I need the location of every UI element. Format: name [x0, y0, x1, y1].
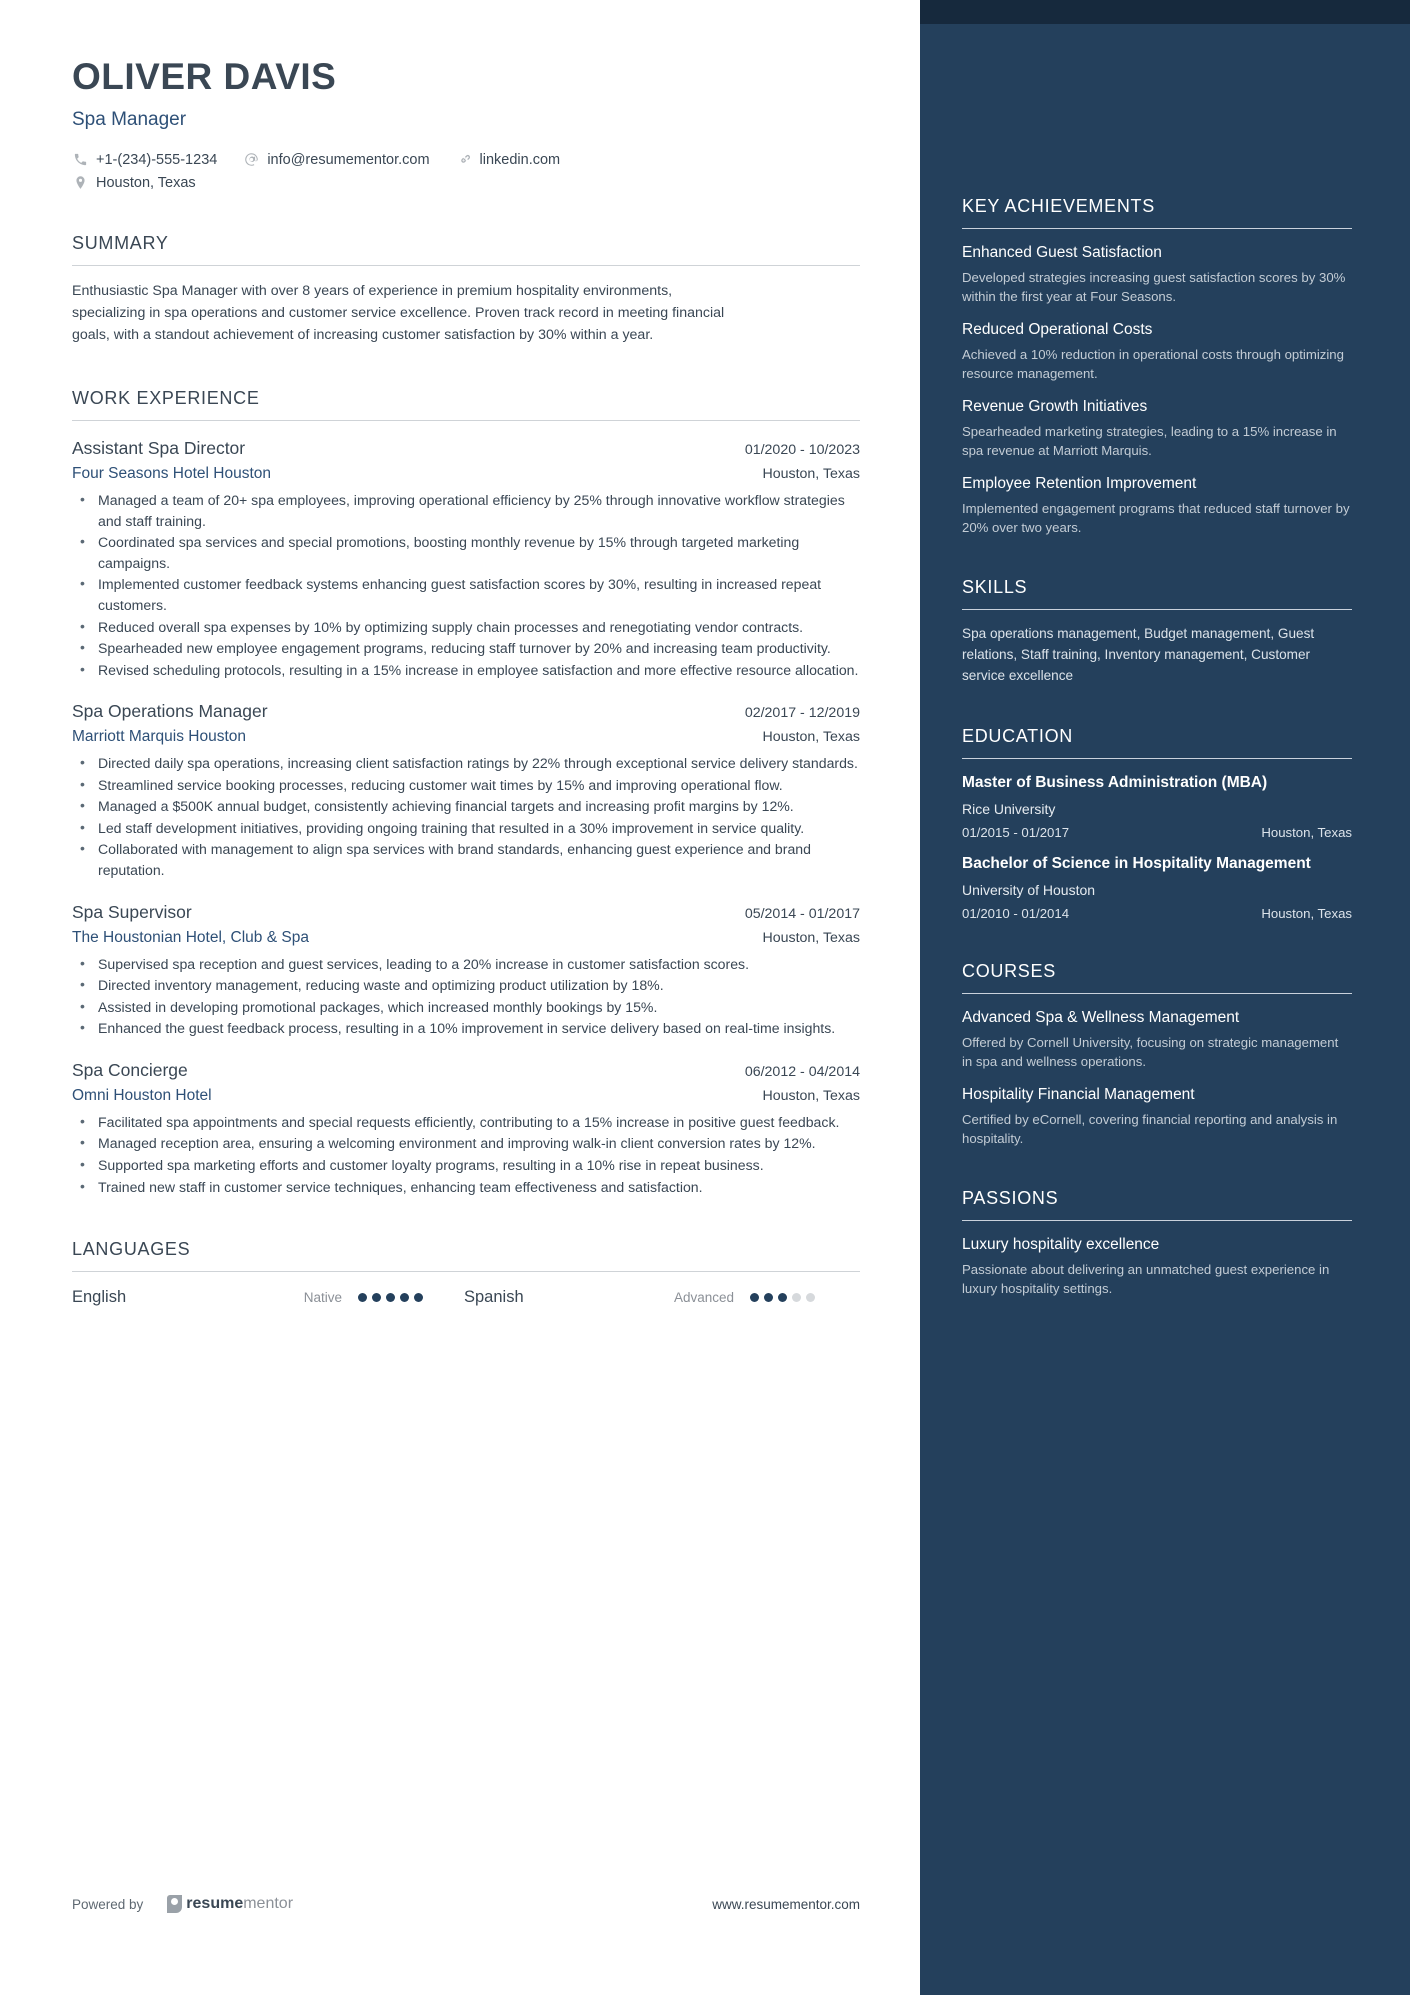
contact-phone-text: +1-(234)-555-1234 — [96, 151, 218, 168]
contact-linkedin-text: linkedin.com — [479, 151, 561, 168]
job-bullets — [72, 490, 860, 680]
job-company: Marriott Marquis Houston — [72, 728, 247, 746]
contact-line-1 — [72, 151, 860, 168]
sidebar-list-item — [962, 397, 1352, 460]
courses-divider — [962, 993, 1352, 994]
language-item — [72, 1288, 464, 1307]
job-bullet: • Led staff development initiatives, providing ongoing training that resulted in a 30% improvement in service quality. — [72, 818, 860, 839]
job-date: 01/2020 - 10/2023 — [744, 442, 860, 459]
sidebar-item-title: Enhanced Guest Satisfaction — [962, 244, 1162, 261]
logo-bold-text: resume — [186, 1895, 244, 1912]
job-bullet: • Directed inventory management, reducing waste and optimizing product utilization by 18%. — [72, 975, 860, 996]
education-location: Houston, Texas — [1261, 906, 1352, 922]
sidebar-section-passions — [962, 1188, 1352, 1298]
education-meta — [962, 825, 1352, 840]
job-bullet: • Reduced overall spa expenses by 10% by optimizing supply chain processes and renegotiating vendor contracts. — [72, 617, 860, 638]
resumementor-logo — [167, 1895, 293, 1913]
sidebar-item-title: Hospitality Financial Management — [962, 1086, 1195, 1104]
job-role: Spa Operations Manager — [72, 701, 268, 722]
phone-icon — [72, 151, 89, 168]
job-header-row — [72, 902, 860, 923]
language-level-dot — [400, 1293, 409, 1302]
language-level-dot — [414, 1293, 423, 1302]
language-level-dot — [372, 1293, 381, 1302]
language-level-dots — [358, 1293, 428, 1302]
job-header-row — [72, 701, 860, 722]
courses-title: COURSES — [962, 961, 1056, 982]
job-bullet: • Supported spa marketing efforts and customer loyalty programs, resulting in a 10% rise in repeat business. — [72, 1155, 860, 1176]
sidebar-item-desc: Spearheaded marketing strategies, leading to a 15% increase in spa revenue at Marriott Marquis. — [962, 424, 1337, 459]
job-bullet: • Managed a team of 20+ spa employees, improving operational efficiency by 25% through innovative workflow strategies and staff training. — [72, 490, 860, 531]
work-job-entry — [72, 438, 860, 680]
language-level-label: Advanced — [673, 1290, 734, 1306]
job-bullets — [72, 753, 860, 880]
sidebar-item-title: Revenue Growth Initiatives — [962, 398, 1148, 416]
language-item — [464, 1288, 856, 1307]
education-school: University of Houston — [962, 882, 1096, 899]
job-bullet: • Enhanced the guest feedback process, resulting in a 10% improvement in service delivery based on real-time insights. — [72, 1018, 860, 1039]
job-location: Houston, Texas — [762, 929, 860, 946]
contact-info — [72, 151, 860, 191]
language-level-dot — [792, 1293, 801, 1302]
passions-title: PASSIONS — [962, 1188, 1059, 1209]
sidebar — [920, 0, 1410, 1995]
contact-location-text: Houston, Texas — [96, 174, 196, 191]
key-achievements-title: KEY ACHIEVEMENTS — [962, 196, 1155, 216]
education-title: EDUCATION — [962, 726, 1073, 747]
sidebar-item-desc: Certified by eCornell, covering financial reporting and analysis in hospitality. — [962, 1112, 1338, 1147]
language-name: English — [72, 1288, 127, 1307]
powered-by-label: Powered by — [72, 1896, 144, 1912]
job-location: Houston, Texas — [762, 1087, 860, 1104]
language-level-dot — [750, 1293, 759, 1302]
summary-divider — [72, 265, 860, 266]
work-divider — [72, 420, 860, 421]
job-role: Assistant Spa Director — [72, 438, 246, 459]
job-bullet: • Facilitated spa appointments and special requests efficiently, contributing to a 15% increase in positive guest feedback. — [72, 1112, 860, 1133]
education-entry — [962, 773, 1352, 840]
sidebar-item-desc: Developed strategies increasing guest satisfaction scores by 30% within the first year at Four Seasons. — [962, 269, 1346, 304]
job-bullets — [72, 954, 860, 1039]
sidebar-item-title: Employee Retention Improvement — [962, 475, 1197, 493]
language-name: Spanish — [464, 1288, 524, 1307]
work-section-title: WORK EXPERIENCE — [72, 388, 260, 409]
page-footer — [72, 1895, 860, 1913]
link-icon — [456, 151, 473, 168]
job-bullet: • Streamlined service booking processes, reducing customer wait times by 15% and improving operational flow. — [72, 775, 860, 796]
sidebar-list-item — [962, 320, 1352, 383]
sidebar-item-title: Advanced Spa & Wellness Management — [962, 1009, 1240, 1027]
contact-linkedin[interactable] — [456, 151, 561, 168]
language-level-dot — [764, 1293, 773, 1302]
sidebar-section-education — [962, 726, 1352, 921]
work-job-entry — [72, 1060, 860, 1197]
job-bullet: • Supervised spa reception and guest services, leading to a 20% increase in customer satisfaction scores. — [72, 954, 860, 975]
job-location: Houston, Texas — [762, 466, 860, 483]
job-bullet: • Implemented customer feedback systems enhancing guest satisfaction scores by 30%, resulting in increased repeat customers. — [72, 574, 860, 615]
job-date: 05/2014 - 01/2017 — [744, 905, 860, 922]
job-date: 02/2017 - 12/2019 — [744, 705, 860, 722]
job-bullet: • Coordinated spa services and special promotions, boosting monthly revenue by 15% through targeted marketing campaigns. — [72, 532, 860, 573]
job-bullet: • Revised scheduling protocols, resulting in a 15% increase in employee satisfaction and more effective resource allocation. — [72, 660, 860, 681]
education-divider — [962, 758, 1352, 759]
sidebar-section-key-achievements — [962, 196, 1352, 537]
language-level-dot — [778, 1293, 787, 1302]
contact-line-2 — [72, 174, 860, 191]
education-entry — [962, 854, 1352, 921]
powered-by-group — [72, 1895, 293, 1913]
contact-phone[interactable] — [72, 151, 217, 168]
language-level-dot — [386, 1293, 395, 1302]
job-bullet: • Directed daily spa operations, increasing client satisfaction ratings by 22% through exceptional service delivery standards. — [72, 753, 860, 774]
job-header-row — [72, 1060, 860, 1081]
email-icon — [243, 151, 260, 168]
sidebar-item-desc: Achieved a 10% reduction in operational costs through optimizing resource management. — [962, 346, 1344, 382]
job-bullet: • Assisted in developing promotional packages, which increased monthly bookings by 15%. — [72, 997, 860, 1018]
sidebar-item-desc: Implemented engagement programs that reduced staff turnover by 20% over two years. — [962, 501, 1350, 536]
job-role: Spa Concierge — [72, 1059, 188, 1080]
language-level-label: Native — [303, 1290, 342, 1306]
job-subheader-row — [72, 728, 860, 746]
sidebar-list-item — [962, 1235, 1352, 1298]
education-meta — [962, 906, 1352, 921]
skills-divider — [962, 609, 1352, 610]
sidebar-item-desc: Offered by Cornell University, focusing on strategic management in spa and wellness operations. — [962, 1034, 1339, 1070]
education-degree: Bachelor of Science in Hospitality Management — [962, 855, 1311, 873]
education-school: Rice University — [962, 801, 1056, 818]
key-achievements-list — [962, 243, 1352, 537]
sidebar-list-item — [962, 1008, 1352, 1071]
job-bullet: • Managed a $500K annual budget, consistently achieving financial targets and increasing profit margins by 12%. — [72, 796, 860, 817]
summary-text: Enthusiastic Spa Manager with over 8 years of experience in premium hospitality environments, specializing in spa operations and customer service excellence. Proven track record in meeting financial goals, with a standout achievement of increasing customer satisfaction by 30% within a year. — [72, 283, 725, 343]
candidate-name: OLIVER DAVIS — [72, 56, 337, 97]
summary-section-title: SUMMARY — [72, 233, 169, 254]
skills-text: Spa operations management, Budget management, Guest relations, Staff training, Inventory management, Customer service excellence — [962, 626, 1315, 683]
skills-title: SKILLS — [962, 577, 1028, 598]
education-location: Houston, Texas — [1261, 825, 1352, 841]
sidebar-section-skills — [962, 577, 1352, 686]
job-bullet: • Collaborated with management to align spa services with brand standards, enhancing guest experience and brand reputation. — [72, 839, 860, 880]
languages-section-title: LANGUAGES — [72, 1239, 191, 1260]
job-bullet: • Spearheaded new employee engagement programs, reducing staff turnover by 20% and increasing team productivity. — [72, 638, 860, 659]
languages-divider — [72, 1271, 860, 1272]
job-location: Houston, Texas — [762, 729, 860, 746]
language-level-dot — [806, 1293, 815, 1302]
contact-location — [72, 174, 196, 191]
job-subheader-row — [72, 929, 860, 947]
job-bullets — [72, 1112, 860, 1197]
sidebar-list-item — [962, 474, 1352, 537]
education-degree: Master of Business Administration (MBA) — [962, 774, 1268, 792]
work-job-entry — [72, 902, 860, 1039]
job-bullet: • Managed reception area, ensuring a welcoming environment and improving walk-in client conversion rates by 12%. — [72, 1133, 860, 1154]
passions-list — [962, 1235, 1352, 1298]
job-role: Spa Supervisor — [72, 901, 192, 922]
logo-mark-icon — [167, 1895, 182, 1913]
contact-email-text: info@resumementor.com — [267, 151, 430, 168]
job-subheader-row — [72, 465, 860, 483]
key-achievements-divider — [962, 228, 1352, 229]
education-date: 01/2010 - 01/2014 — [962, 906, 1070, 922]
courses-list — [962, 1008, 1352, 1148]
job-company: Four Seasons Hotel Houston — [72, 465, 272, 483]
sidebar-item-desc: Passionate about delivering an unmatched guest experience in luxury hospitality settings. — [962, 1262, 1330, 1297]
sidebar-content — [962, 0, 1352, 1298]
footer-website[interactable]: www.resumementor.com — [712, 1896, 860, 1912]
sidebar-list-item — [962, 1085, 1352, 1148]
work-jobs-list — [72, 438, 860, 1197]
logo-light-text: mentor — [243, 1895, 294, 1912]
sidebar-list-item — [962, 243, 1352, 306]
job-header-row — [72, 438, 860, 459]
contact-email[interactable] — [243, 151, 429, 168]
sidebar-item-title: Reduced Operational Costs — [962, 321, 1153, 339]
job-company: Omni Houston Hotel — [72, 1086, 212, 1104]
passions-divider — [962, 1220, 1352, 1221]
language-level-dot — [358, 1293, 367, 1302]
sidebar-top-band — [920, 0, 1410, 24]
candidate-job-title: Spa Manager — [72, 109, 187, 131]
job-bullet: • Trained new staff in customer service techniques, enhancing team effectiveness and satisfaction. — [72, 1177, 860, 1198]
job-date: 06/2012 - 04/2014 — [744, 1063, 860, 1080]
sidebar-section-courses — [962, 961, 1352, 1148]
languages-list — [72, 1288, 860, 1307]
education-list — [962, 773, 1352, 921]
job-subheader-row — [72, 1087, 860, 1105]
language-level-dots — [750, 1293, 820, 1302]
education-date: 01/2015 - 01/2017 — [962, 825, 1070, 841]
job-company: The Houstonian Hotel, Club & Spa — [72, 928, 309, 946]
sidebar-item-title: Luxury hospitality excellence — [962, 1236, 1160, 1254]
work-job-entry — [72, 701, 860, 880]
location-pin-icon — [72, 174, 89, 191]
